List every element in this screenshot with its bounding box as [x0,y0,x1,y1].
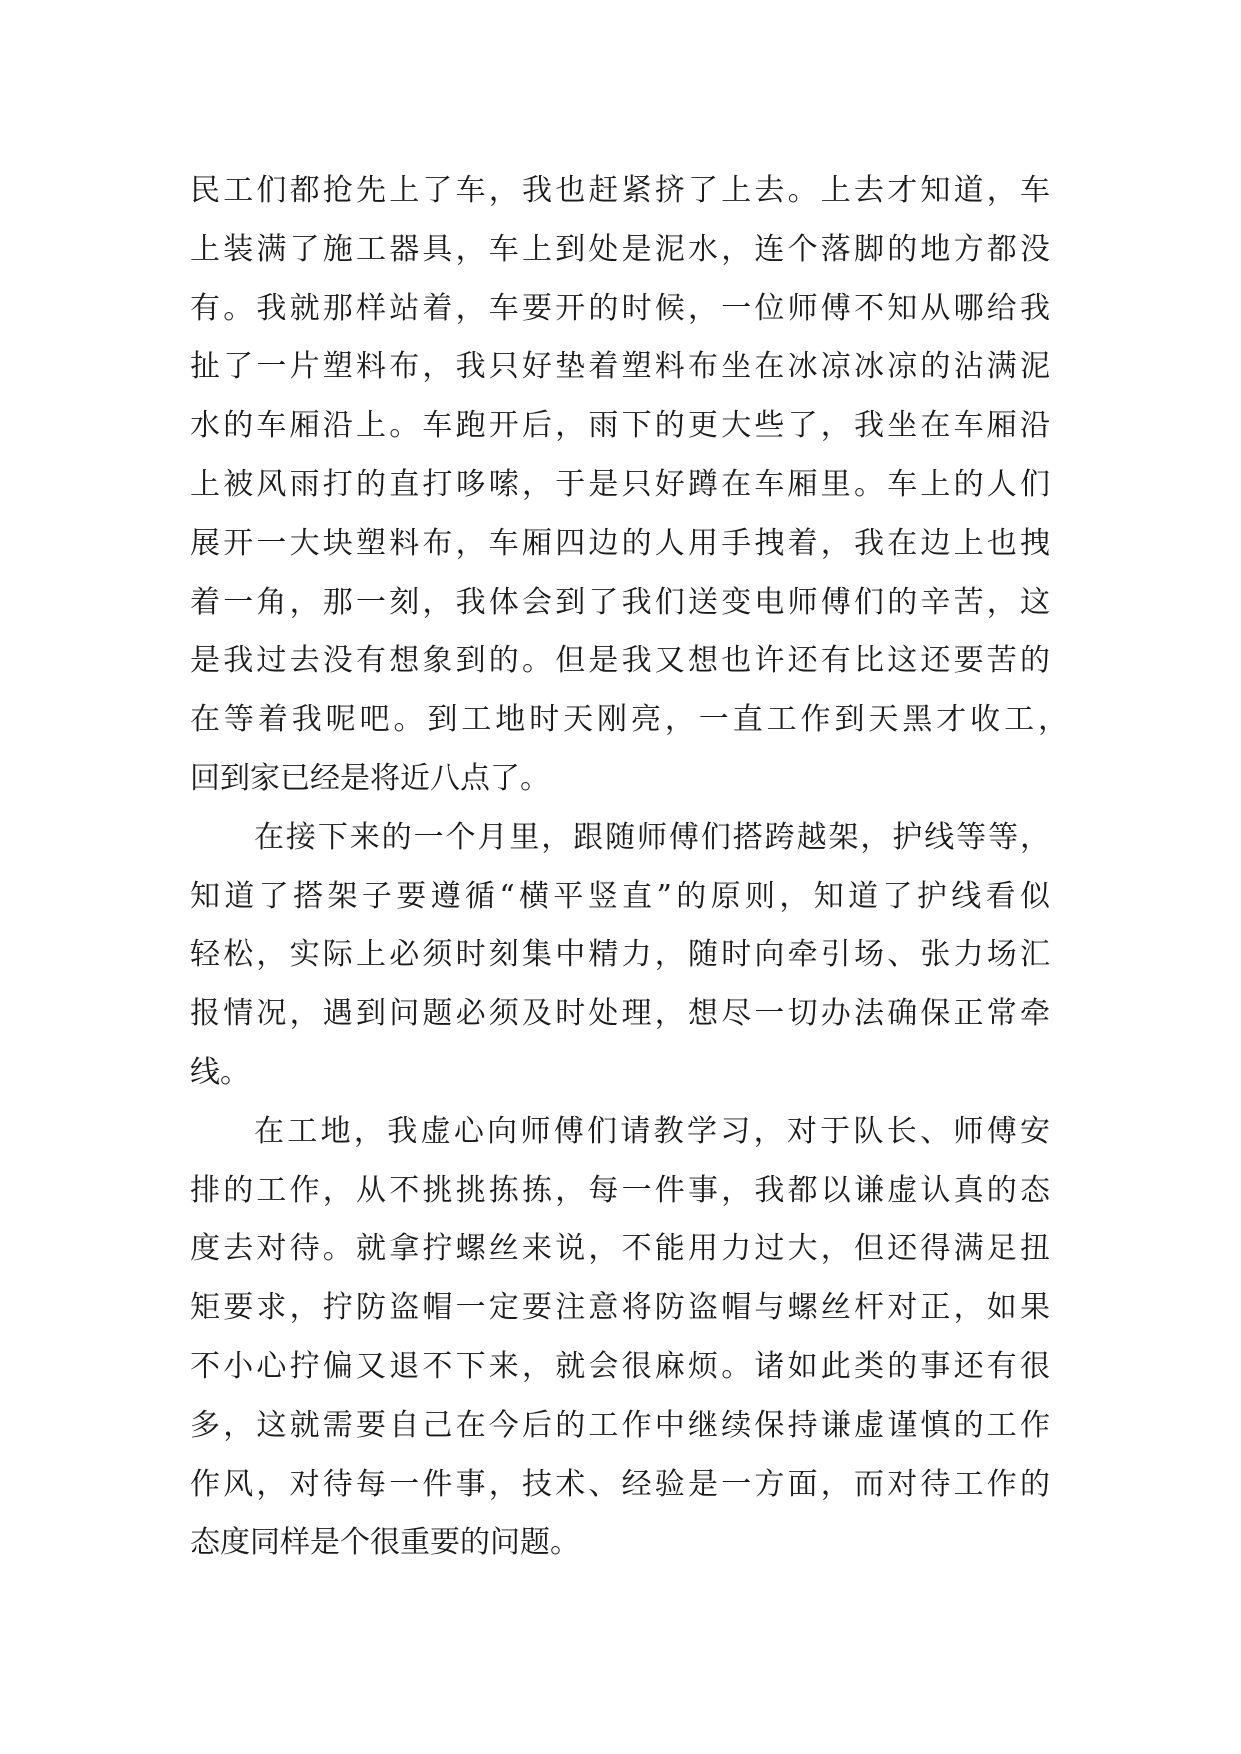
text-line: 上装满了施工器具，车上到处是泥水，连个落脚的地方都没 [190,231,1050,267]
text-line: 度去对待。就拿拧螺丝来说，不能用力过大，但还得满足扭 [190,1231,1050,1267]
text-line: 扯了一片塑料布，我只好垫着塑料布坐在冰凉冰凉的沾满泥 [190,349,1050,385]
text-line: 矩要求，拧防盗帽一定要注意将防盗帽与螺丝杆对正，如果 [190,1290,1050,1326]
text-line: 态度同样是个很重要的问题。 [190,1525,580,1561]
text-line: 知道了搭架子要遵循“横平竖直”的原则，知道了护线看似 [190,878,1050,914]
text-line: 上被风雨打的直打哆嗦，于是只好蹲在车厢里。车上的人们 [190,466,1050,502]
text-line: 轻松，实际上必须时刻集中精力，随时向牵引场、张力场汇 [190,937,1050,973]
text-line: 多，这就需要自己在今后的工作中继续保持谦虚谨慎的工作 [190,1407,1050,1443]
text-line: 民工们都抢先上了车，我也赶紧挤了上去。上去才知道，车 [190,173,1050,208]
text-line: 是我过去没有想象到的。但是我又想也许还有比这还要苦的 [190,643,1050,679]
text-line: 不小心拧偏又退不下来，就会很麻烦。诸如此类的事还有很 [190,1348,1050,1384]
paragraph-1 [190,162,1068,809]
text-line: 着一角，那一刻，我体会到了我们送变电师傅们的辛苦，这 [190,584,1050,620]
text-line: 作风，对待每一件事，技术、经验是一方面，而对待工作的 [190,1466,1050,1502]
text-line: 水的车厢沿上。车跑开后，雨下的更大些了，我坐在车厢沿 [190,408,1050,444]
text-line: 在等着我呢吧。到工地时天刚亮，一直工作到天黑才收工， [190,702,1068,738]
paragraph-2 [190,809,1050,1103]
text-line: 展开一大块塑料布，车厢四边的人用手拽着，我在边上也拽 [190,525,1050,561]
text-line: 回到家已经是将近八点了。 [190,760,550,796]
document-body [190,162,1068,1573]
text-line: 有。我就那样站着，车要开的时候，一位师傅不知从哪给我 [190,290,1050,326]
text-line: 排的工作，从不挑挑拣拣，每一件事，我都以谦虚认真的态 [190,1172,1050,1208]
text-line: 在工地，我虚心向师傅们请教学习，对于队长、师傅安 [254,1113,1050,1149]
text-line: 在接下来的一个月里，跟随师傅们搭跨越架，护线等等， [254,819,1050,855]
paragraph-3 [190,1103,1050,1573]
text-line: 线。 [190,1054,250,1090]
text-line: 报情况，遇到问题必须及时处理，想尽一切办法确保正常牵 [190,996,1050,1032]
